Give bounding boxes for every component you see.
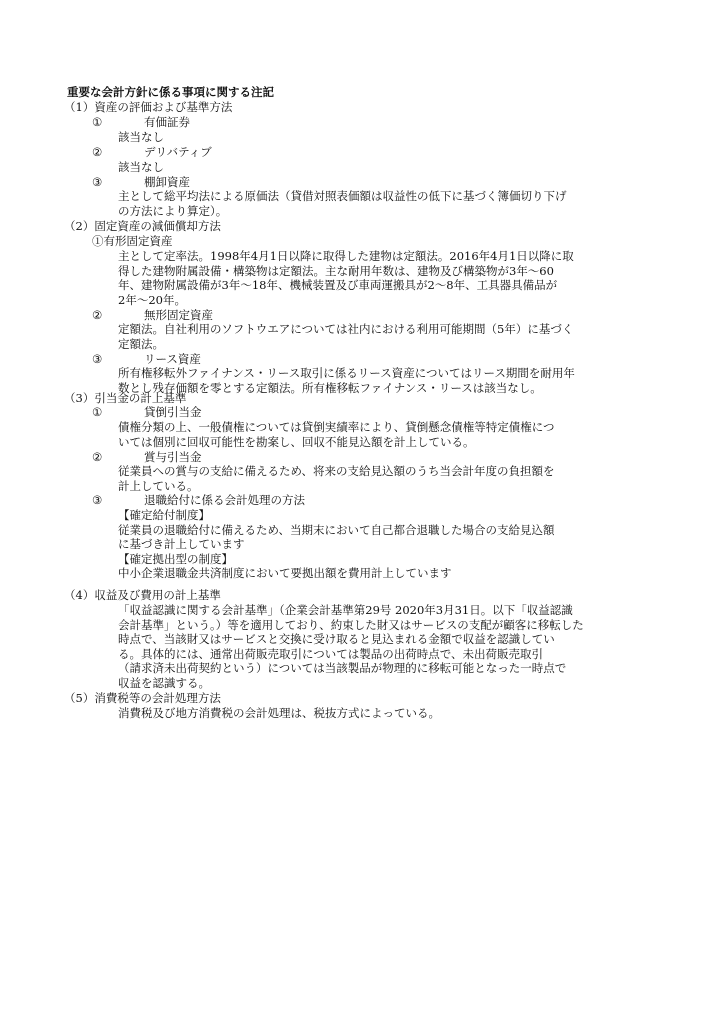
body-line: 定額法。 <box>118 336 164 351</box>
s2-item-3-number: ③ <box>92 352 103 366</box>
s3-item-3-label: 退職給付に係る会計処理の方法 <box>144 493 305 507</box>
s3-item-1-heading <box>92 405 202 420</box>
section-5-heading: （5）消費税等の会計処理方法 <box>64 691 221 705</box>
body-line: 従業員への賞与の支給に備えるため、将来の支給見込額のうち当会計年度の負担額を <box>118 464 555 478</box>
s2-item-1-label: 有形固定資産 <box>103 234 173 248</box>
s1-item-2-body <box>118 160 596 175</box>
body-line: 会計基準」という。）等を適用しており、約束した財又はサービスの支配が顧客に移転した <box>118 617 584 632</box>
body-line: 従業員の退職給付に備えるため、当期末において自己都合退職した場合の支給見込額 <box>118 522 555 537</box>
page-title: 重要な会計方針に係る事項に関する注記 <box>67 85 274 99</box>
s5-body <box>118 706 596 721</box>
body-line: 債権分類の上、一般債権については貸倒実績率により、貸倒懸念債権等特定債権につ <box>118 420 555 434</box>
s1-item-3-number: ③ <box>92 175 103 189</box>
body-line: 得した建物附属設備・構築物は定額法。主な耐用年数は、建物及び構築物が3年〜60 <box>118 263 554 278</box>
body-line: 「収益認識に関する会計基準」（企業会計基準第29号 2020年3月31日。以下「収益認識 <box>118 603 573 617</box>
s3-item-2-heading <box>92 450 202 465</box>
s2-item-1-heading <box>92 234 173 249</box>
s3-item-3-heading <box>92 493 305 508</box>
s2-item-3-heading <box>92 352 201 367</box>
s2-item-2-label: 無形固定資産 <box>144 308 213 322</box>
s2-item-2-heading <box>92 308 213 323</box>
body-line: 中小企業退職金共済制度において要拠出額を費用計上しています <box>118 566 452 581</box>
s3-item-3-number: ③ <box>92 493 103 507</box>
body-line: 年、建物附属設備が3年〜18年、機械装置及び車両運搬具が2〜8年、工具器具備品が <box>118 278 558 293</box>
body-line: 定額法。自社利用のソフトウエアについては社内における利用可能期間（5年）に基づく <box>118 322 574 336</box>
s1-item-1-label: 有価証券 <box>144 115 190 129</box>
s2-item-3-body <box>118 366 596 395</box>
body-line: 数とし残存価額を零とする定額法。所有権移転ファイナンス・リースは該当なし。 <box>118 380 542 395</box>
body-line: 【確定給付制度】 <box>118 508 210 522</box>
body-line: 主として総平均法による原価法（貸借対照表価額は収益性の低下に基づく簿価切り下げ <box>118 189 567 203</box>
s1-item-2-label: デリバティブ <box>144 145 212 159</box>
s4-body <box>118 603 596 691</box>
body-line: に基づき計上しています <box>118 537 245 552</box>
s3-item-2-number: ② <box>92 450 103 464</box>
body-line: 計上している。 <box>118 478 199 493</box>
s3-item-1-number: ① <box>92 405 103 419</box>
s1-item-1-body <box>118 130 596 145</box>
body-line: 消費税及び地方消費税の会計処理は、税抜方式によっている。 <box>118 706 440 720</box>
s3-item-1-label: 貸倒引当金 <box>144 405 202 419</box>
s3-item-1-body <box>118 420 596 449</box>
s3-item-2-body <box>118 464 596 493</box>
body-line: 収益を認識する。 <box>118 675 210 690</box>
s1-item-1-number: ① <box>92 115 103 129</box>
body-line: 【確定拠出型の制度】 <box>118 551 233 566</box>
body-line: 2年〜20年。 <box>118 292 186 307</box>
s2-item-2-body <box>118 322 596 351</box>
section-2-heading: （2）固定資産の減価償却方法 <box>64 219 221 233</box>
body-line: 主として定率法。1998年4月1日以降に取得した建物は定額法。2016年4月1日以降に取 <box>118 249 574 263</box>
body-line: （請求済未出荷契約という）については当該製品が物理的に移転可能となった一時点で <box>118 661 567 676</box>
s3-item-2-label: 賞与引当金 <box>144 450 202 464</box>
body-line: 該当なし <box>118 130 164 144</box>
s2-item-1-number: ① <box>92 234 104 248</box>
body-line: いては個別に回収可能性を勘案し、回収不能見込額を計上している。 <box>118 434 475 449</box>
s1-item-1-heading <box>92 115 190 130</box>
s1-item-3-label: 棚卸資産 <box>144 175 190 189</box>
section-1-heading: （1）資産の評価および基準方法 <box>64 100 233 114</box>
s2-item-3-label: リース資産 <box>144 352 201 366</box>
body-line: る。具体的には、通常出荷販売取引については製品の出荷時点で、未出荷販売取引 <box>118 646 544 661</box>
s3-item-3-body <box>118 508 596 581</box>
body-line: 時点で、当該財又はサービスと交換に受け取ると見込まれる金額で収益を認識してい <box>118 632 555 647</box>
s1-item-2-heading <box>92 145 212 160</box>
s2-item-1-body <box>118 249 596 307</box>
body-line: 所有権移転外ファイナンス・リース取引に係るリース資産についてはリース期間を耐用年 <box>118 366 575 380</box>
section-3-heading: （3）引当金の計上基準 <box>64 391 187 405</box>
s1-item-3-body <box>118 189 596 218</box>
s2-item-2-number: ② <box>92 308 103 322</box>
s1-item-2-number: ② <box>92 145 103 159</box>
body-line: 該当なし <box>118 160 164 174</box>
section-4-heading: （4）収益及び費用の計上基準 <box>64 588 221 602</box>
body-line: の方法により算定）。 <box>118 203 228 218</box>
s1-item-3-heading <box>92 175 190 190</box>
